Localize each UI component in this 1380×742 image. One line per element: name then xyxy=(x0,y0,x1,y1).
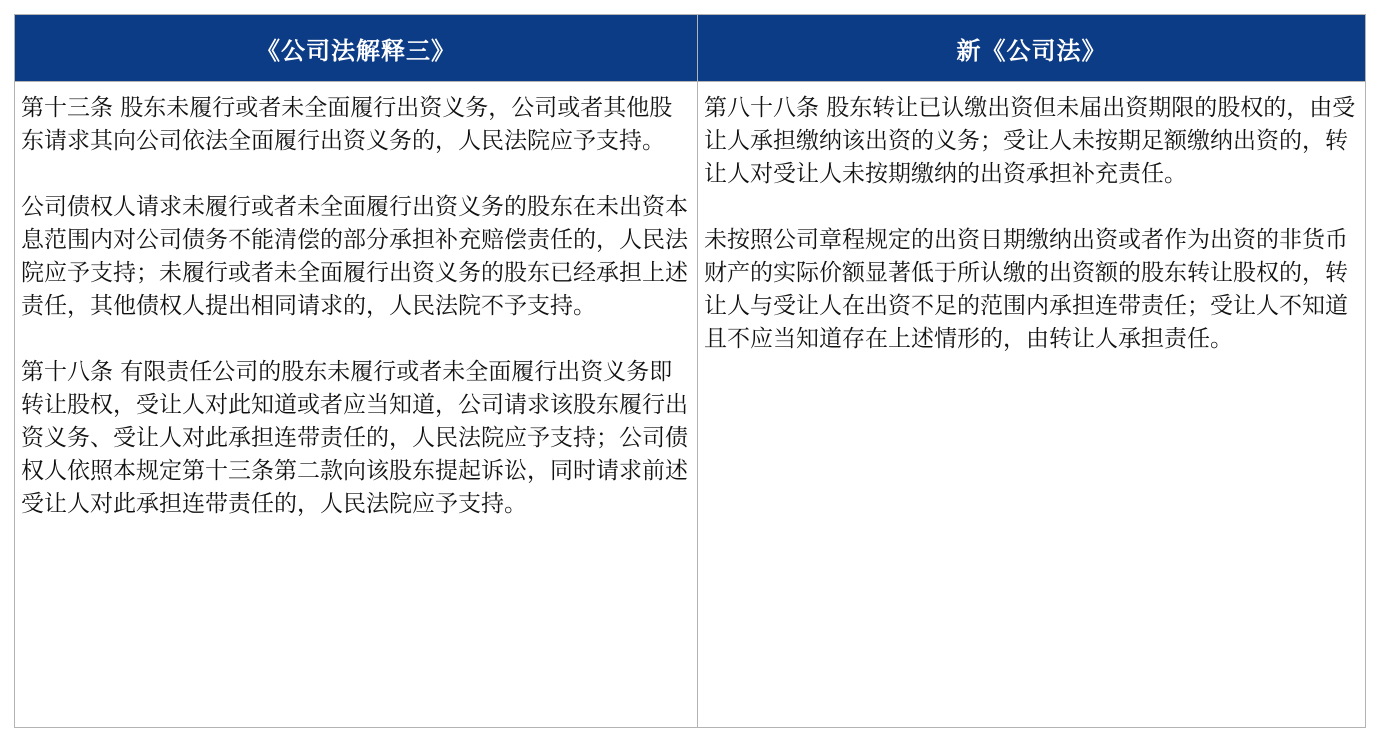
right-paragraph-1: 第八十八条 股东转让已认缴出资但未届出资期限的股权的，由受让人承担缴纳该出资的义务；受让人未按期足额缴纳出资的，转让人对受让人未按期缴纳的出资承担补充责任。 xyxy=(704,95,1356,187)
right-paragraph-2: 未按照公司章程规定的出资日期缴纳出资或者作为出资的非货币财产的实际价额显著低于所认缴的出资额的股东转让股权的，转让人与受让人在出资不足的范围内承担连带责任；受让人不知道且不应当知道存在上述情形的，由转让人承担责任。 xyxy=(704,227,1348,352)
header-right xyxy=(698,15,1365,81)
left-paragraph-3: 第十八条 有限责任公司的股东未履行或者未全面履行出资义务即转让股权，受让人对此知道或者应当知道，公司请求该股东履行出资义务、受让人对此承担连带责任的，人民法院应予支持；公司债权人依照本规定第十三条第二款向该股东提起诉讼，同时请求前述受让人对此承担连带责任的，人民法院应予支持。 xyxy=(21,359,688,517)
left-paragraph-2: 公司债权人请求未履行或者未全面履行出资义务的股东在未出资本息范围内对公司债务不能清偿的部分承担补充赔偿责任的，人民法院应予支持；未履行或者未全面履行出资义务的股东已经承担上述责任，其他债权人提出相同请求的，人民法院不予支持。 xyxy=(21,194,688,319)
right-column-cell xyxy=(698,81,1365,727)
header-right-title: 新《公司法》 xyxy=(956,36,1107,65)
header-left-title: 《公司法解释三》 xyxy=(256,36,456,65)
left-column-cell xyxy=(15,81,698,727)
comparison-table xyxy=(14,14,1366,728)
left-paragraph-1: 第十三条 股东未履行或者未全面履行出资义务，公司或者其他股东请求其向公司依法全面履行出资义务的，人民法院应予支持。 xyxy=(21,95,673,154)
header-left xyxy=(15,15,698,81)
